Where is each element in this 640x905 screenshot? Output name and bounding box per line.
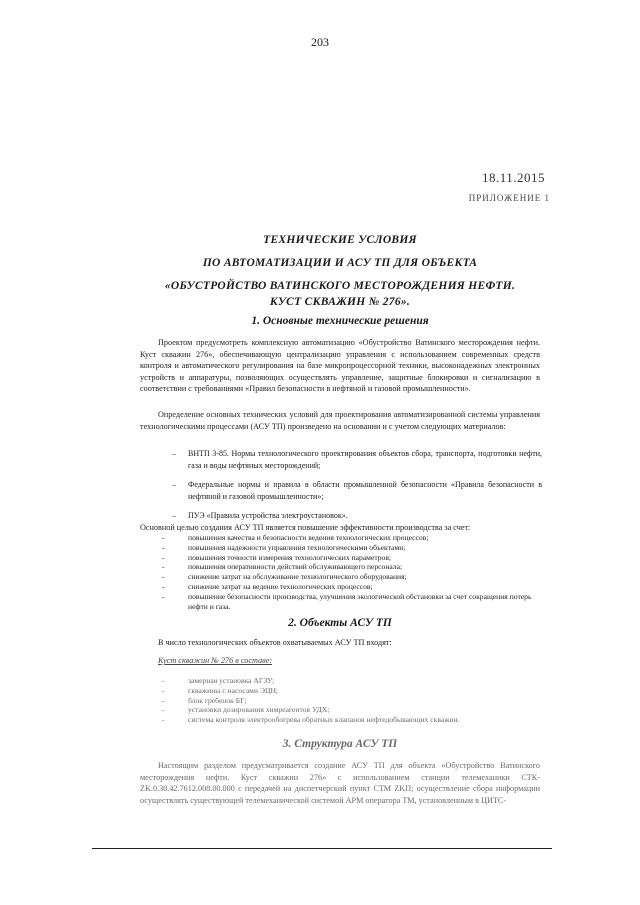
dash-bullet: -: [162, 581, 165, 591]
list-item: [162, 562, 542, 572]
dash-bullet: -: [162, 533, 165, 542]
title-line-2: ПО АВТОМАТИЗАЦИИ И АСУ ТП ДЛЯ ОБЪЕКТА: [202, 257, 478, 269]
goals-list: [162, 533, 542, 611]
section-2-intro: В число технологических объектов охватываемых АСУ ТП входят:: [158, 638, 392, 647]
section-1-paragraph-1: Проектом предусмотреть комплексную автоматизацию «Обустройство Ватинского месторождения нефти. Куст скважин 276», обеспечивающую централизацию управления с использованием современных средств контроля и автоматического регулирования на базе микропроцессорной техники, высоконадежных электронных устройств и аппаратуры, позволяющих осуществлять управление, защитные блокировки и сигнализацию в соответствии с требованиями «Правил безопасности в нефтяной и газовой промышленности».: [140, 338, 540, 393]
dash-bullet: -: [162, 591, 165, 601]
list-item-text: блок гребенок БГ;: [188, 695, 247, 705]
list-item: [162, 686, 542, 696]
dash-bullet: –: [172, 511, 176, 520]
dash-bullet: -: [162, 695, 165, 705]
list-item: [162, 543, 542, 553]
title-line-1: ТЕХНИЧЕСКИЕ УСЛОВИЯ: [263, 234, 417, 246]
list-item-text: установки дозирования химреагентов УДХ;: [188, 705, 330, 715]
list-item: [172, 448, 542, 472]
list-item-text: ПУЭ «Правила устройства электроустановок».: [188, 511, 348, 520]
dash-bullet: -: [162, 715, 165, 725]
list-item: [162, 553, 542, 563]
page-divider: [92, 848, 552, 849]
dash-bullet: –: [172, 449, 176, 458]
list-item-text: повышения оперативности действий обслуживающего персонала;: [188, 562, 403, 572]
section-1-paragraph-2: Определение основных технических условий для проектирования автоматизированной системы управления технологическими процессами (АСУ ТП) произведено на основании и с учетом следующих материалов:: [140, 410, 540, 431]
section-2-heading: 2. Объекты АСУ ТП: [288, 617, 392, 629]
list-item-text: повышения надежности управления технологическими объектами;: [188, 542, 406, 552]
list-item: [162, 676, 542, 686]
list-item: [162, 696, 542, 706]
document-date: 18.11.2015: [481, 170, 545, 185]
section-3-paragraph: Настоящим разделом предусматривается создание АСУ ТП для объекта «Обустройство Ватинского месторождения нефти. Куст скважин 276» с использованием станции телемеханики СТК-ZK.0.30.42.7612.008.00.000 с передачей на диспетчерский пункт СТМ ZKП; осуществление сбора информации осуществлять существующей телемеханической системой АРМ оператора ТМ, установленным в ЦИТС-: [140, 761, 540, 805]
dash-bullet: -: [162, 542, 165, 552]
dash-bullet: -: [162, 676, 165, 685]
dash-bullet: –: [172, 480, 176, 489]
list-item: [162, 582, 542, 592]
list-item-text: снижение затрат на обслуживание технологического оборудования;: [188, 572, 407, 582]
list-item-text: Федеральные нормы и правила в области промышленной безопасности «Правила безопасности в нефтяной и газовой промышленности»;: [188, 480, 542, 501]
section-3-heading: 3. Структура АСУ ТП: [282, 738, 398, 750]
page-number: 203: [311, 35, 329, 49]
section-1-heading: 1. Основные технические решения: [251, 315, 429, 327]
list-item-text: повышение безопасности производства, улучшения экологической обстановки за счет сокращения потерь нефти и газа.: [188, 591, 532, 611]
list-item: [162, 572, 542, 582]
dash-bullet: -: [162, 685, 165, 695]
list-item-text: система контроля электрообогрева обратных клапанов нефтедобывающих скважин.: [188, 715, 460, 725]
list-item: [172, 510, 542, 522]
section-2-subheading: Куст скважин № 276 в составе:: [158, 656, 273, 665]
list-item-text: скважины с насосами ЭЦН;: [188, 685, 279, 695]
title-line-3: «ОБУСТРОЙСТВО ВАТИНСКОГО МЕСТОРОЖДЕНИЯ НЕФТИ.: [164, 280, 516, 292]
dash-bullet: -: [162, 562, 165, 572]
list-item: [172, 479, 542, 503]
list-item-text: повышения качества и безопасности ведения технологических процессов;: [188, 533, 429, 542]
list-item-text: замерная установка АГЗУ;: [188, 676, 275, 685]
list-item: [162, 592, 542, 612]
list-item-text: ВНТП 3-85. Нормы технологического проектирования объектов сбора, транспорта, подготовки нефти, газа и воды нефтяных месторождений;: [188, 449, 542, 470]
title-line-4: КУСТ СКВАЖИН № 276».: [269, 296, 411, 308]
objects-list: [162, 676, 542, 725]
list-item: [162, 715, 542, 725]
appendix-label: ПРИЛОЖЕНИЕ 1: [468, 193, 550, 203]
list-item: [162, 533, 542, 543]
dash-bullet: -: [162, 552, 165, 562]
list-item-text: снижение затрат на ведение технологических процессов;: [188, 581, 373, 591]
list-item-text: повышения точности измерения технологических параметров;: [188, 552, 392, 562]
dash-bullet: -: [162, 705, 165, 715]
goal-intro: Основной целью создания АСУ ТП является повышение эффективности производства за счет:: [140, 523, 471, 532]
dash-bullet: -: [162, 572, 165, 582]
list-item: [162, 705, 542, 715]
materials-list: [172, 448, 542, 529]
